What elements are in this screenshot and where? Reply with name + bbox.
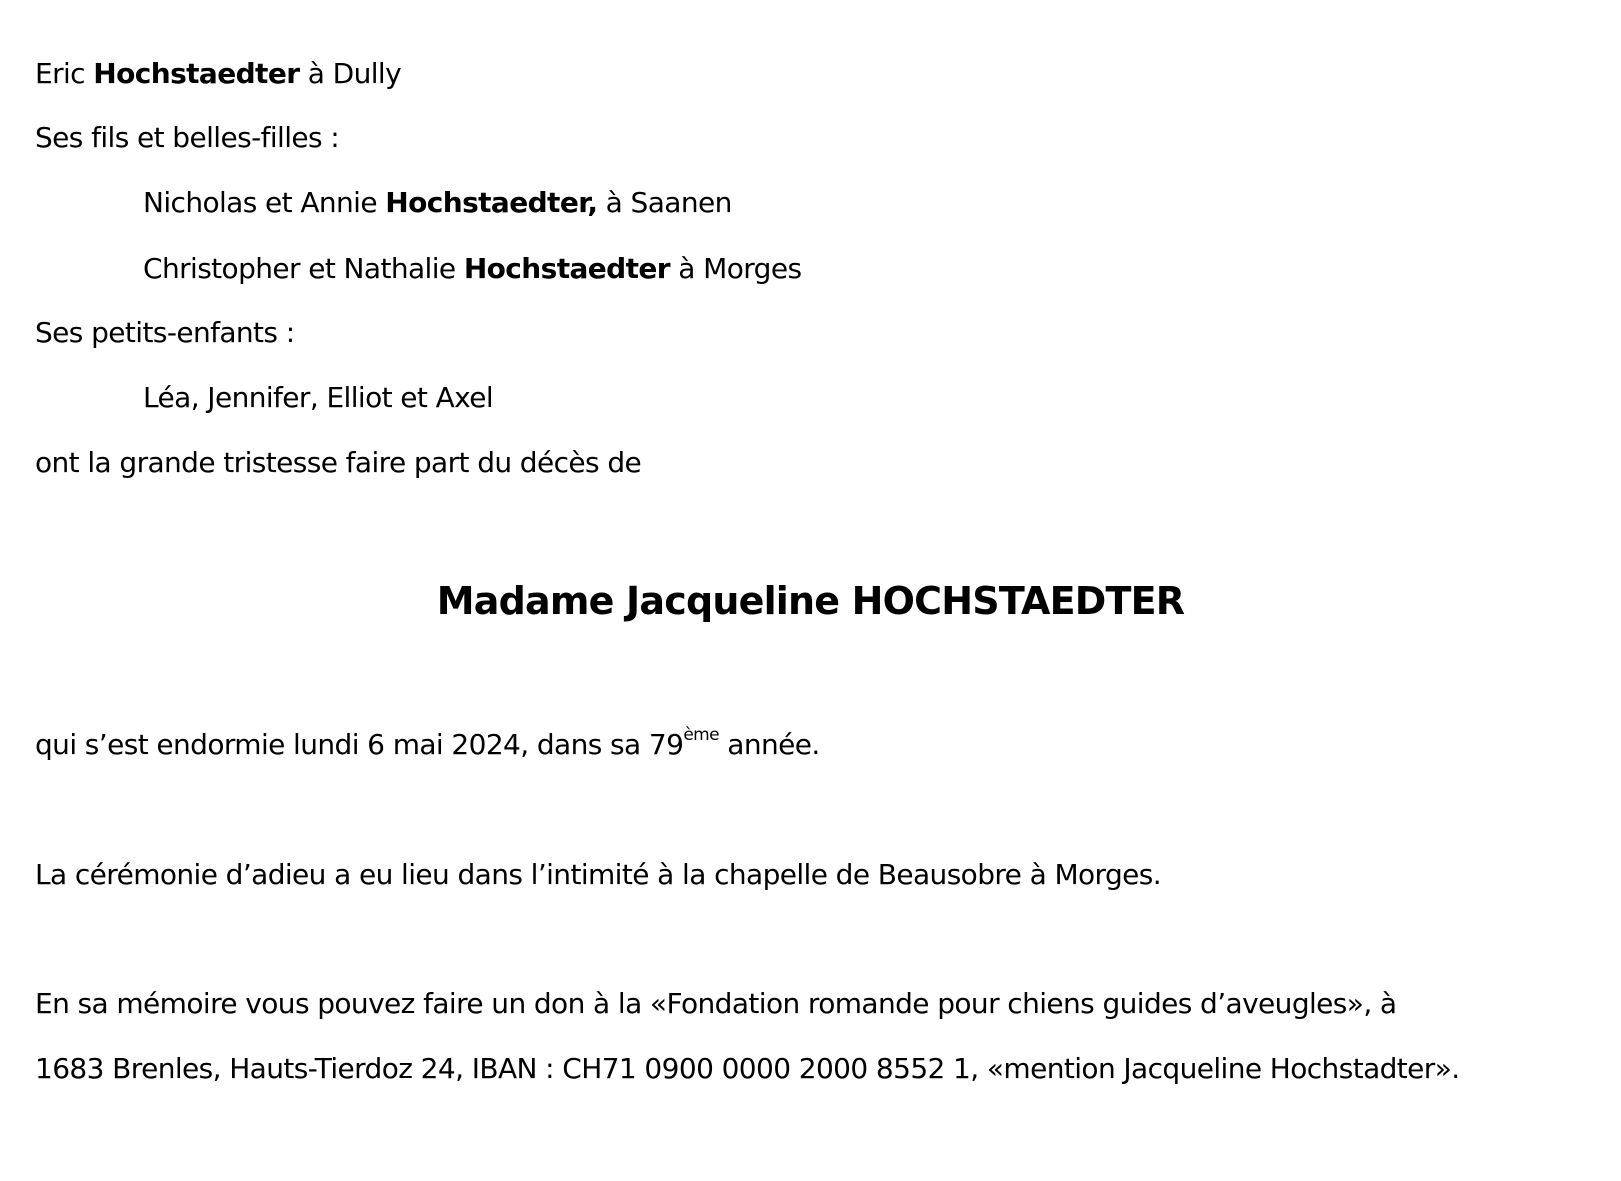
place: à Morges xyxy=(670,252,802,285)
family-line-son2 xyxy=(143,251,801,287)
death-text-end: année. xyxy=(719,728,820,761)
death-line xyxy=(35,727,820,763)
deceased-name: Madame Jacqueline HOCHSTAEDTER xyxy=(436,579,1185,623)
donation-line-1: En sa mémoire vous pouvez faire un don à la «Fondation romande pour chiens guides d’aveugles», à xyxy=(35,987,1397,1020)
place: à Dully xyxy=(299,57,402,90)
donation-line-2: 1683 Brenles, Hauts-Tierdoz 24, IBAN : CH71 0900 0000 2000 8552 1, «mention Jacqueline Hochstadter». xyxy=(35,1052,1460,1085)
ceremony-line: La cérémonie d’adieu a eu lieu dans l’intimité à la chapelle de Beausobre à Morges. xyxy=(35,858,1162,891)
ordinal-suffix: ème xyxy=(683,725,719,745)
grandchildren-names: Léa, Jennifer, Elliot et Axel xyxy=(143,381,494,414)
first-name: Christopher et Nathalie xyxy=(143,252,464,285)
surname: Hochstaedter xyxy=(463,252,670,285)
surname: Hochstaedter xyxy=(93,57,300,90)
place: à Saanen xyxy=(597,186,732,219)
family-line-son1 xyxy=(143,185,732,221)
family-line-eric xyxy=(35,56,401,92)
first-name: Eric xyxy=(35,57,94,90)
announcement-line: ont la grande tristesse faire part du décès de xyxy=(35,446,642,479)
first-name: Nicholas et Annie xyxy=(143,186,386,219)
death-text: qui s’est endormie lundi 6 mai 2024, dans sa 79 xyxy=(35,728,684,761)
grandchildren-label: Ses petits-enfants : xyxy=(35,316,295,349)
sons-label: Ses fils et belles-filles : xyxy=(35,121,340,154)
surname: Hochstaedter, xyxy=(385,186,598,219)
